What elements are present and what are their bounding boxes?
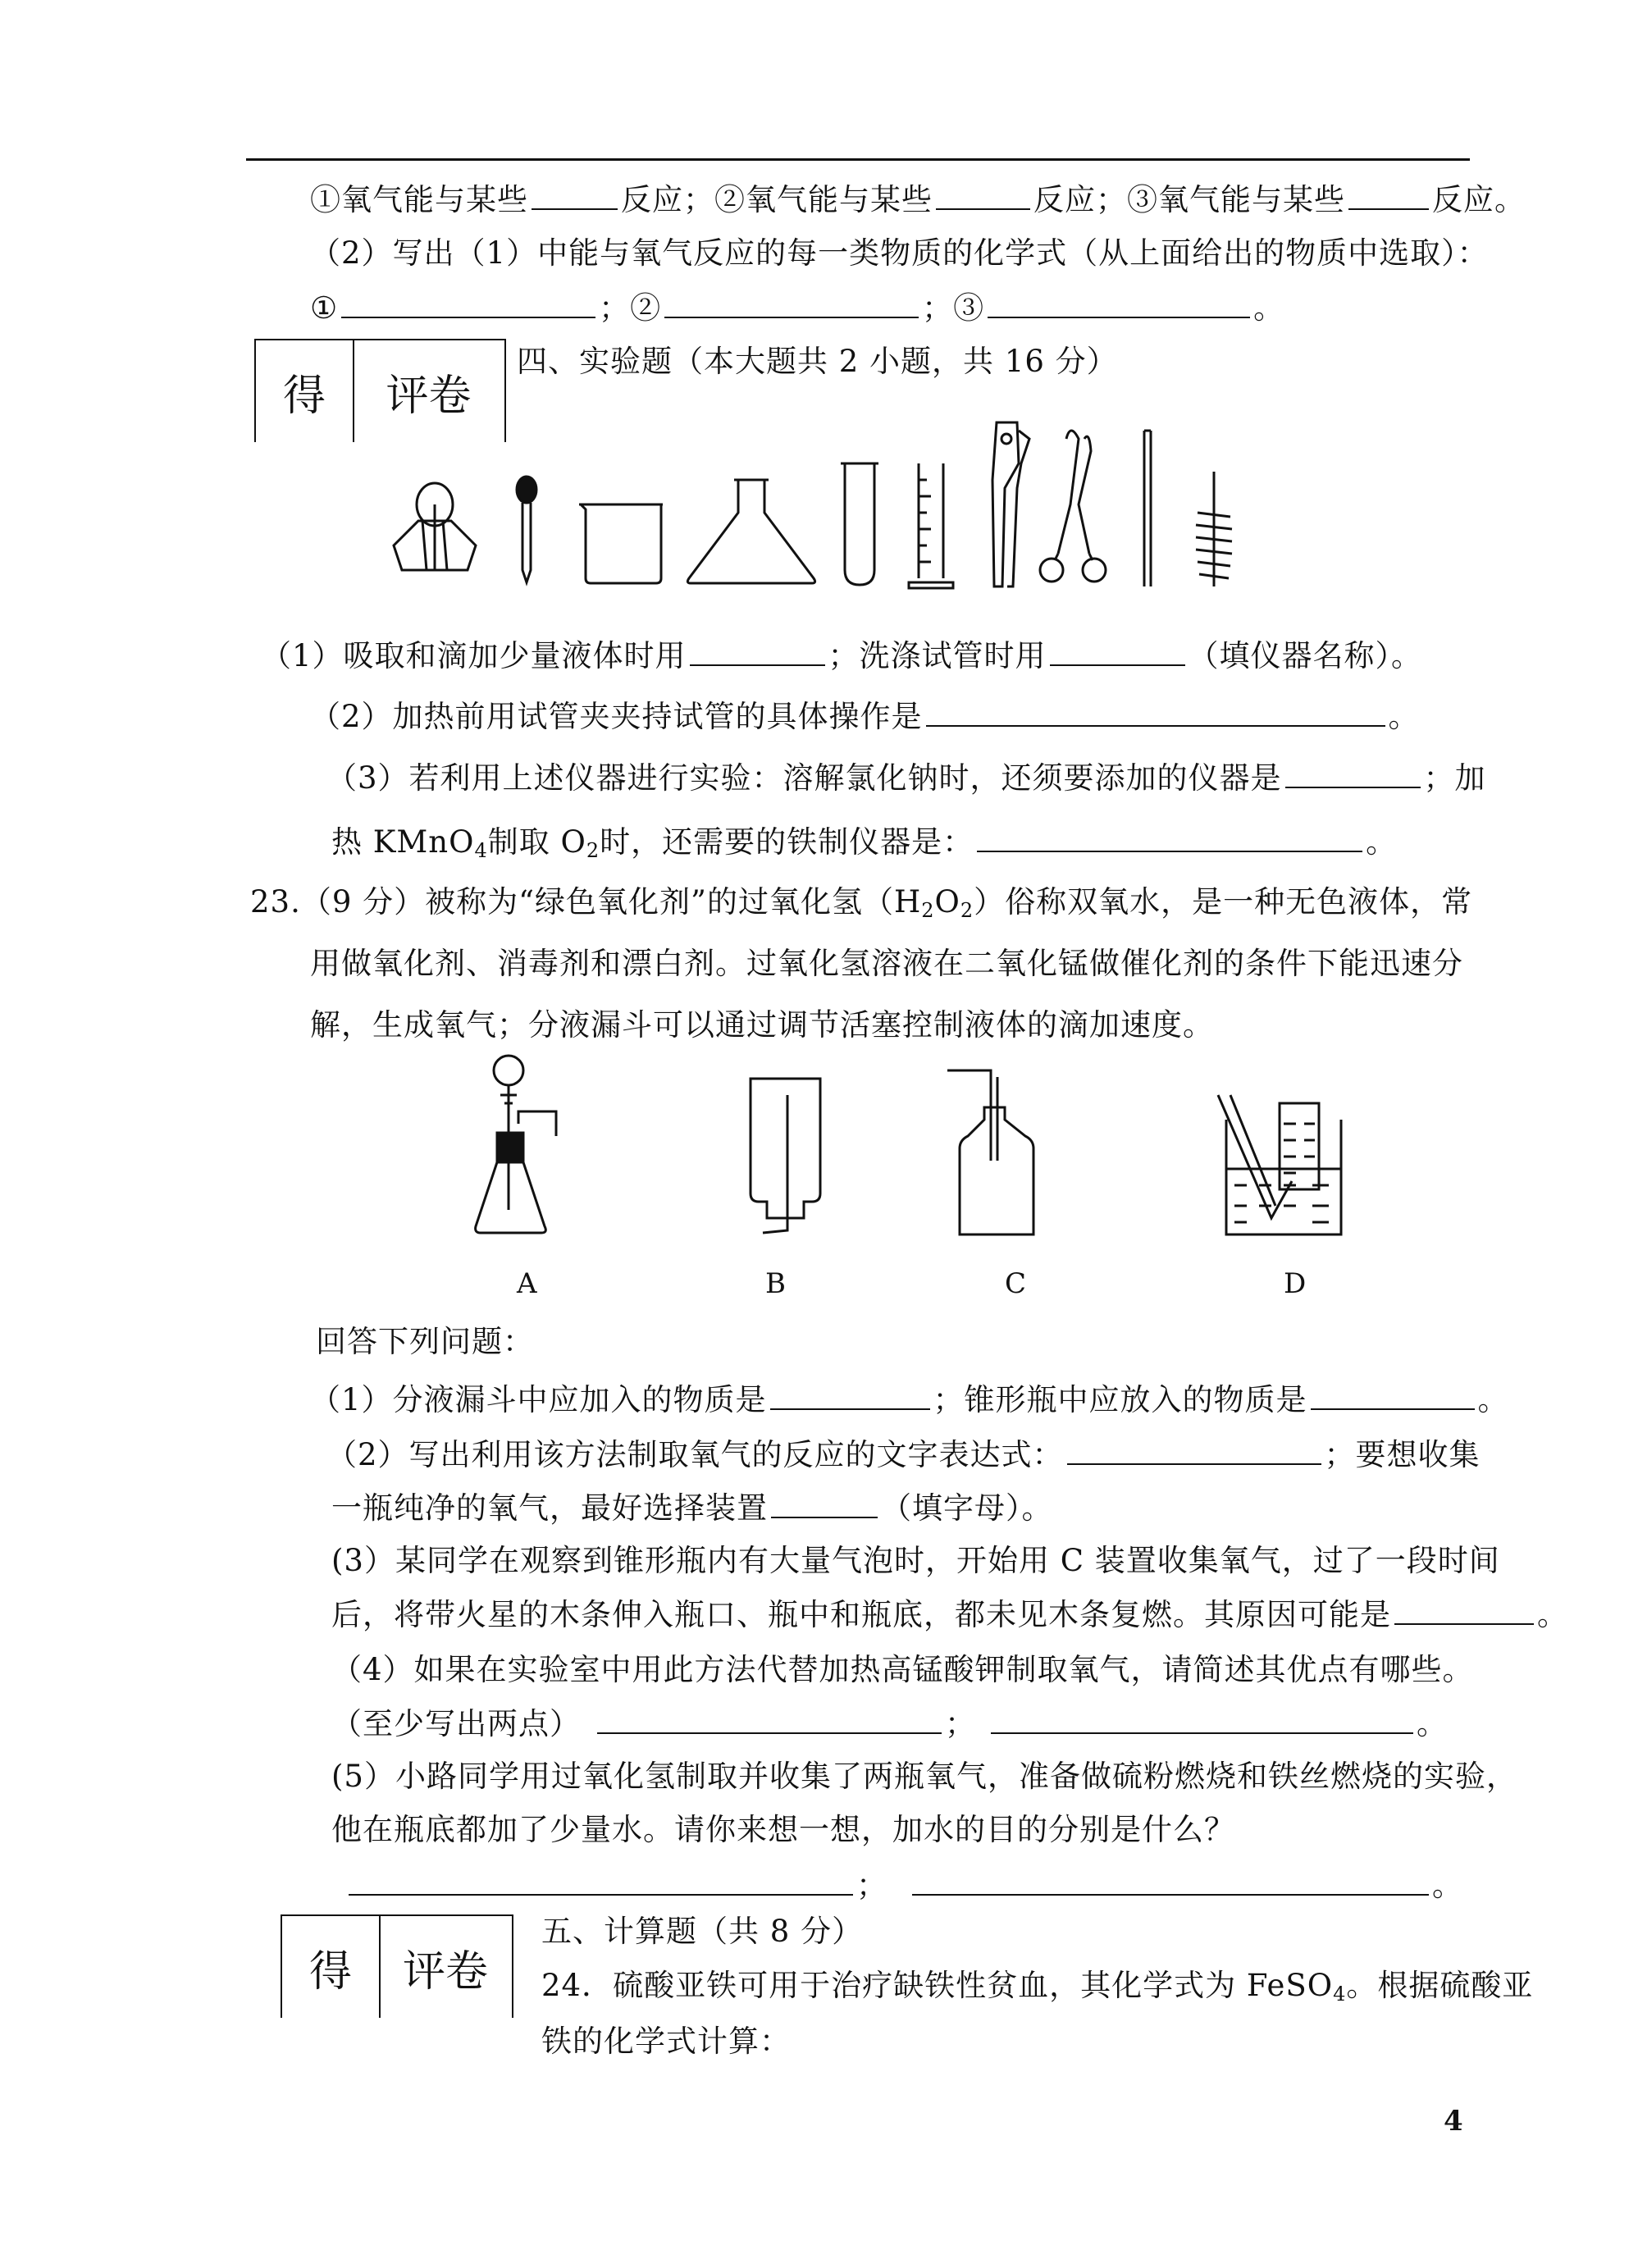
section5-title: 五、计算题（共 8 分） <box>541 1914 864 1949</box>
q23-intro-line2: 用做氧化剂、消毒剂和漂白剂。过氧化氢溶液在二氧化锰做催化剂的条件下能迅速分 <box>310 946 1463 981</box>
q22-q1: （1）吸取和滴加少量液体时用 ；洗涤试管时用 （填仪器名称）。 <box>261 638 1423 673</box>
q21-line1: ①氧气能与某些 反应；②氧气能与某些 反应；③氧气能与某些 反应。 <box>310 182 1526 217</box>
q23-q5-line3: ； 。 <box>349 1866 1463 1905</box>
beaker-icon <box>579 504 663 583</box>
q23-q2-line1: （2）写出利用该方法制取氧气的反应的文字表达式： ；要想收集 <box>326 1437 1481 1472</box>
score-box-pingjuan: 评卷 <box>402 1946 488 1996</box>
conical-flask-icon <box>687 480 814 583</box>
q24-line1: 24．硫酸亚铁可用于治疗缺铁性贫血，其化学式为 FeSO$_4$。根据硫酸亚 <box>541 1968 1534 2006</box>
crucible-tongs-icon <box>1040 431 1106 582</box>
q23-q3-line2: 后，将带火星的木条伸入瓶口、瓶中和瓶底，都未见木条复燃。其原因可能是 。 <box>331 1597 1568 1632</box>
score-box-de: 得 <box>282 371 326 421</box>
test-tube-holder-icon <box>992 422 1029 586</box>
apparatus-label-b: B <box>765 1267 786 1300</box>
apparatus-d-icon <box>1218 1095 1341 1234</box>
test-tube-icon <box>841 463 878 585</box>
score-box-pingjuan: 评卷 <box>386 371 472 421</box>
q23-intro-line3: 解，生成氧气；分液漏斗可以通过调节活塞控制液体的滴加速度。 <box>310 1007 1214 1043</box>
glass-rod-icon <box>1144 431 1151 586</box>
q24-line2: 铁的化学式计算： <box>541 2024 791 2059</box>
q21-line2: （2）写出（1）中能与氧气反应的每一类物质的化学式（从上面给出的物质中选取）： <box>310 235 1489 271</box>
q23-q2-line2: 一瓶纯净的氧气，最好选择装置 （填字母）。 <box>331 1490 1053 1526</box>
page-number: 4 <box>1444 2105 1463 2138</box>
score-box-section5 <box>281 1914 513 2018</box>
q23-q3-line1: (3）某同学在观察到锥形瓶内有大量气泡时，开始用 C 装置收集氧气，过了一段时间 <box>331 1543 1500 1578</box>
apparatus-label-a: A <box>517 1267 537 1300</box>
test-tube-brush-icon <box>1196 472 1232 586</box>
apparatus-label-d: D <box>1284 1267 1307 1300</box>
apparatus-b-icon <box>751 1079 820 1233</box>
q21-line3: ① ；② ；③ 。 <box>310 290 1285 326</box>
header-rule <box>246 158 1470 161</box>
graduated-cylinder-icon <box>909 463 953 588</box>
alcohol-lamp-icon <box>394 483 476 570</box>
apparatus-illustration <box>459 1046 1362 1251</box>
q22-q2: （2）加热前用试管夹夹持试管的具体操作是 。 <box>310 699 1420 734</box>
q23-q5-line2: 他在瓶底都加了少量水。请你来想一想，加水的目的分别是什么？ <box>331 1812 1235 1847</box>
apparatus-a-icon <box>476 1056 556 1233</box>
q23-intro-line1: 23.（9 分）被称为“绿色氧化剂”的过氧化氢$(H_2O_2)$俗称双氧水，是一种无色液体，常 <box>250 884 1473 922</box>
q23-q4-line1: （4）如果在实验室中用此方法代替加热高锰酸钾制取氧气，请简述其优点有哪些。 <box>331 1652 1474 1687</box>
apparatus-label-c: C <box>1005 1267 1027 1300</box>
q23-q5-line1: (5）小路同学用过氧化氢制取并收集了两瓶氧气，准备做硫粉燃烧和铁丝燃烧的实验， <box>331 1759 1517 1794</box>
q23-prompt: 回答下列问题： <box>316 1324 534 1359</box>
dropper-icon <box>517 477 536 582</box>
apparatus-c-icon <box>947 1070 1033 1234</box>
q22-q3-line1: （3）若利用上述仪器进行实验：溶解氯化钠时，还须要添加的仪器是 ；加 <box>326 760 1486 796</box>
q23-q1: （1）分液漏斗中应加入的物质是 ；锥形瓶中应放入的物质是 。 <box>310 1382 1509 1417</box>
instruments-illustration <box>386 414 1255 595</box>
q22-q3-line2: 热 KMnO$_4$制取 $O_2$时，还需要的铁制仪器是： 。 <box>331 824 1398 862</box>
section4-title: 四、实验题（本大题共 2 小题，共 16 分） <box>517 344 1118 379</box>
score-box-de: 得 <box>308 1946 352 1996</box>
q23-q4-line2: （至少写出两点） ； 。 <box>331 1706 1448 1741</box>
